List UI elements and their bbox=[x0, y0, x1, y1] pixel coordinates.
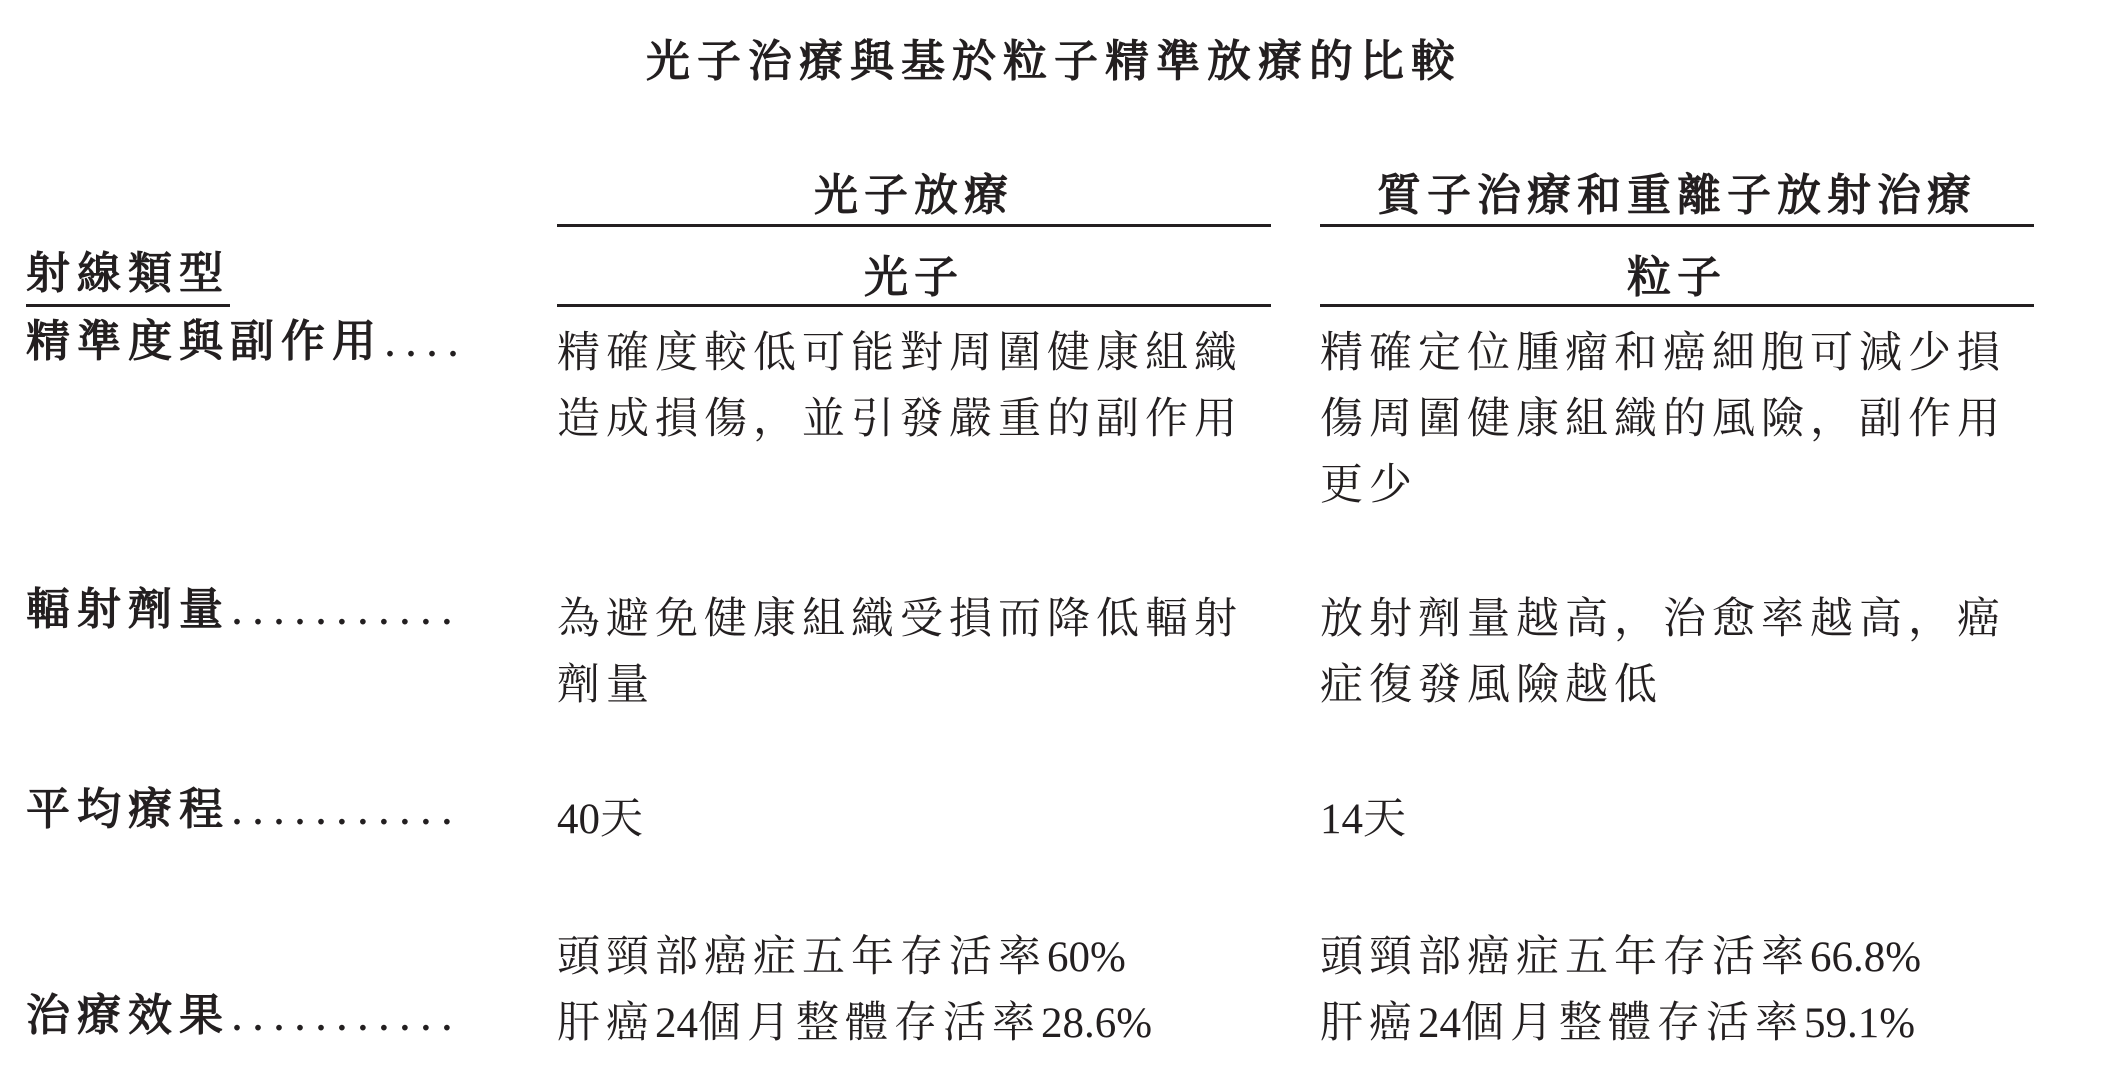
outcome-photon-line-1 bbox=[557, 924, 1126, 991]
precision-particle-line-3: 更少 bbox=[1320, 460, 1418, 510]
outcome-particle-line-2-num: 24 bbox=[1418, 1000, 1461, 1047]
course-photon bbox=[557, 786, 649, 853]
row-label-course-dots: ........... bbox=[230, 784, 461, 835]
row-label-precision-dots: .... bbox=[383, 316, 467, 367]
course-particle-unit: 天 bbox=[1363, 794, 1412, 844]
dose-particle-line-1: 放射劑量越高，治愈率越高，癌 bbox=[1320, 594, 2006, 644]
ray-type-photon-rule bbox=[557, 304, 1271, 307]
row-label-precision-text: 精準度與副作用 bbox=[26, 316, 383, 367]
outcome-photon-line-1-text: 頭頸部癌症五年存活率 bbox=[557, 932, 1047, 982]
row-label-outcome bbox=[26, 986, 461, 1046]
outcome-particle-line-1-value: 66.8% bbox=[1810, 934, 1922, 981]
ray-type-particle: 粒子 bbox=[1627, 252, 1727, 303]
outcome-photon-line-2 bbox=[557, 990, 1152, 1057]
row-label-precision bbox=[26, 312, 467, 372]
row-label-dose-text: 輻射劑量 bbox=[26, 584, 230, 635]
column-header-photon-rule bbox=[557, 224, 1271, 227]
outcome-particle-line-1-text: 頭頸部癌症五年存活率 bbox=[1320, 932, 1810, 982]
column-header-particle: 質子治療和重離子放射治療 bbox=[1377, 170, 1977, 221]
row-label-outcome-dots: ........... bbox=[230, 990, 461, 1041]
column-header-photon: 光子放療 bbox=[814, 170, 1014, 221]
column-header-particle-rule bbox=[1320, 224, 2034, 227]
outcome-photon-line-2-num: 24 bbox=[655, 1000, 698, 1047]
precision-particle-line-1: 精確定位腫瘤和癌細胞可減少損 bbox=[1320, 328, 2006, 378]
course-photon-unit: 天 bbox=[600, 794, 649, 844]
course-photon-number: 40 bbox=[557, 796, 600, 843]
precision-photon-line-2: 造成損傷，並引發嚴重的副作用 bbox=[557, 394, 1243, 444]
outcome-particle-line-2-text: 個月整體存活率 bbox=[1461, 998, 1804, 1048]
row-label-course-text: 平均療程 bbox=[26, 784, 230, 835]
row-label-course bbox=[26, 780, 461, 840]
outcome-particle-line-2-pre: 肝癌 bbox=[1320, 998, 1418, 1048]
outcome-photon-line-2-text: 個月整體存活率 bbox=[698, 998, 1041, 1048]
course-particle-number: 14 bbox=[1320, 796, 1363, 843]
outcome-photon-line-2-value: 28.6% bbox=[1041, 1000, 1153, 1047]
precision-photon-line-1: 精確度較低可能對周圍健康組織 bbox=[557, 328, 1243, 378]
row-label-dose-dots: ........... bbox=[230, 584, 461, 635]
ray-type-photon: 光子 bbox=[864, 252, 964, 303]
outcome-particle-line-2-value: 59.1% bbox=[1804, 1000, 1916, 1047]
dose-photon-line-1: 為避免健康組織受損而降低輻射 bbox=[557, 594, 1243, 644]
document-title: 光子治療與基於粒子精準放療的比較 bbox=[646, 36, 1462, 87]
outcome-photon-line-2-pre: 肝癌 bbox=[557, 998, 655, 1048]
dose-photon-line-2: 劑量 bbox=[557, 660, 655, 710]
outcome-photon-line-1-value: 60% bbox=[1047, 934, 1126, 981]
course-particle bbox=[1320, 786, 1412, 853]
ray-type-particle-rule bbox=[1320, 304, 2034, 307]
row-header-rule bbox=[26, 304, 230, 307]
row-header-ray-type: 射線類型 bbox=[26, 248, 230, 299]
outcome-particle-line-1 bbox=[1320, 924, 1921, 991]
dose-particle-line-2: 症復發風險越低 bbox=[1320, 660, 1663, 710]
outcome-particle-line-2 bbox=[1320, 990, 1915, 1057]
row-label-dose bbox=[26, 580, 461, 640]
row-label-outcome-text: 治療效果 bbox=[26, 990, 230, 1041]
precision-particle-line-2: 傷周圍健康組織的風險，副作用 bbox=[1320, 394, 2006, 444]
